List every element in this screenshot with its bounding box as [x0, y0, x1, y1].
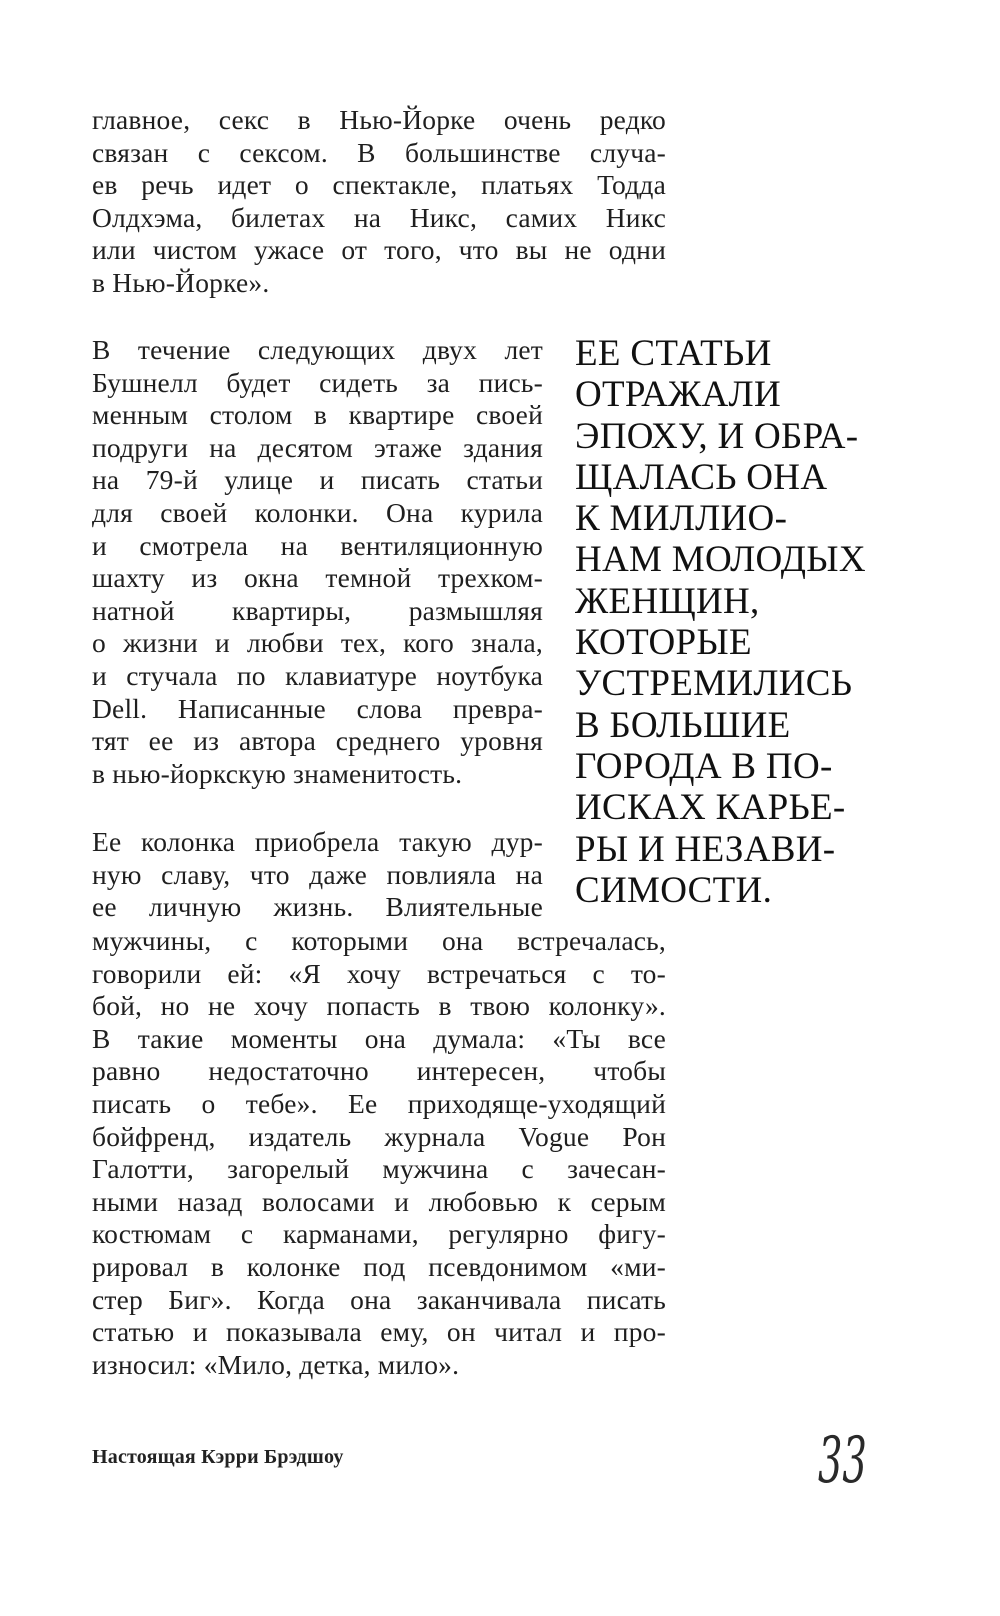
paragraph-3-narrow	[92, 826, 543, 924]
paragraph-3-line: говорили ей: «Я хочу встречаться с то-	[92, 957, 666, 989]
paragraph-1-line: главное, секс в Нью-Йорке очень редко	[92, 104, 666, 135]
pull-quote-line: ЭПОХУ, И ОБРА-	[575, 415, 859, 457]
paragraph-3-line: мужчины, с которыми она встречалась,	[92, 925, 666, 956]
paragraph-3-line: костюмам с карманами, регулярно фигу-	[92, 1218, 666, 1250]
paragraph-3-line: В такие моменты она думала: «Ты все	[92, 1022, 666, 1054]
running-title: Настоящая Кэрри Брэдшоу	[92, 1446, 344, 1468]
paragraph-2	[92, 334, 543, 790]
paragraph-2-line: на 79-й улице и писать статьи	[92, 464, 543, 496]
paragraph-1-line: в Нью-Йорке».	[92, 266, 270, 298]
paragraph-3-line: статью и показывала ему, он читал и про-	[92, 1316, 666, 1348]
paragraph-1-line: ев речь идет о спектакле, платьях Тодда	[92, 169, 666, 201]
paragraph-3-line: ную славу, что даже повлияла на	[92, 858, 543, 890]
page-number: 33	[818, 1424, 867, 1498]
paragraph-3-line: износил: «Мило, детка, мило».	[92, 1348, 460, 1380]
paragraph-3-line: Галотти, загорелый мужчина с зачесан-	[92, 1153, 666, 1185]
paragraph-3-line: Ее колонка приобрела такую дур-	[92, 826, 543, 857]
paragraph-2-line: подруги на десятом этаже здания	[92, 431, 543, 463]
paragraph-1-line: Олдхэма, билетах на Никс, самих Никс	[92, 201, 666, 233]
paragraph-2-line: шахту из окна темной трехком-	[92, 562, 543, 594]
paragraph-3-line: ее личную жизнь. Влиятельные	[92, 891, 543, 923]
paragraph-3-line: писать о тебе». Ее приходяще-уходящий	[92, 1087, 666, 1119]
paragraph-3-line: бой, но не хочу попасть в твою колонку».	[92, 990, 666, 1022]
pull-quote-line: УСТРЕМИЛИСЬ	[575, 663, 853, 705]
paragraph-2-line: и стучала по клавиатуре ноутбука	[92, 659, 543, 691]
paragraph-3-line: стер Биг». Когда она заканчивала писать	[92, 1283, 666, 1315]
paragraph-2-line: в нью-йоркскую знаменитость.	[92, 757, 463, 789]
pull-quote-line: ЖЕНЩИН,	[575, 580, 760, 622]
pull-quote-line: ЕЕ СТАТЬИ	[575, 333, 772, 374]
paragraph-2-line: о жизни и любви тех, кого знала,	[92, 627, 543, 659]
pull-quote-line: КОТОРЫЕ	[575, 622, 752, 664]
paragraph-2-line: для своей колонки. Она курила	[92, 496, 543, 528]
paragraph-1-line: или чистом ужасе от того, что вы не одни	[92, 234, 666, 266]
paragraph-3-line: ными назад волосами и любовью к серым	[92, 1185, 666, 1217]
paragraph-1	[92, 104, 666, 300]
pull-quote-line: В БОЛЬШИЕ	[575, 704, 791, 746]
pull-quote-line: ЩАЛАСЬ ОНА	[575, 456, 828, 498]
pull-quote-line: ОТРАЖАЛИ	[575, 374, 781, 416]
pull-quote-line: К МИЛЛИО-	[575, 498, 788, 540]
paragraph-2-line: тят ее из автора среднего уровня	[92, 725, 543, 757]
paragraph-3-line: равно недостаточно интересен, чтобы	[92, 1055, 666, 1087]
pull-quote-line: ГОРОДА В ПО-	[575, 745, 833, 787]
pull-quote-line: СИМОСТИ.	[575, 869, 773, 911]
paragraph-2-line: менным столом в квартире своей	[92, 399, 543, 431]
paragraph-2-line: натной квартиры, размышляя	[92, 594, 543, 626]
pull-quote-line: ИСКАХ КАРЬЕ-	[575, 787, 846, 829]
paragraph-2-line: В течение следующих двух лет	[92, 334, 543, 365]
pull-quote-line: РЫ И НЕЗАВИ-	[575, 828, 836, 870]
paragraph-3-line: бойфренд, издатель журнала Vogue Рон	[92, 1120, 666, 1152]
paragraph-1-line: связан с сексом. В большинстве случа-	[92, 136, 666, 168]
paragraph-2-line: Бушнелл будет сидеть за пись-	[92, 366, 543, 398]
pull-quote	[575, 333, 875, 911]
paragraph-3-wide	[92, 925, 666, 1381]
paragraph-3-line: рировал в колонке под псевдонимом «ми-	[92, 1250, 666, 1282]
paragraph-2-line: и смотрела на вентиляционную	[92, 529, 543, 561]
paragraph-2-line: Dell. Написанные слова превра-	[92, 692, 543, 724]
pull-quote-line: НАМ МОЛОДЫХ	[575, 539, 866, 581]
